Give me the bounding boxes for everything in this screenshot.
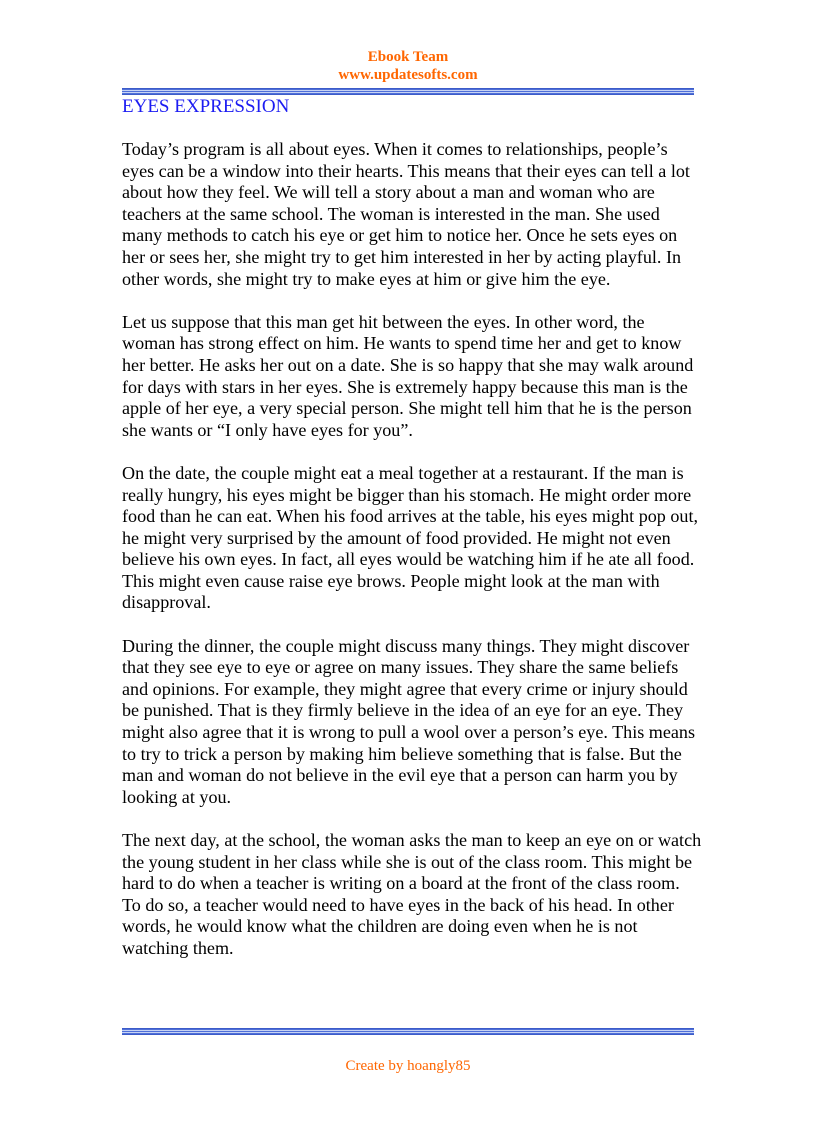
paragraph: On the date, the couple might eat a meal together at a restaurant. If the man is really hungry, his eyes might be bigger than his stomach. He might order more food than he can eat. When his food arrives at the table, his eyes might pop out, he might very surprised by the amount of food provided. He might not even believe his own eyes. In fact, all eyes would be watching him if he ate all food. This might even cause raise eye brows. People might look at the man with disapproval. <box>122 462 698 613</box>
document-title: EYES EXPRESSION <box>122 96 290 117</box>
page-footer: Create by hoangly85 <box>345 1058 471 1074</box>
paragraph: Today’s program is all about eyes. When it comes to relationships, people’s eyes can be a window into their hearts. This means that their eyes can tell a lot about how they feel. We will tell a story about a man and woman who are teachers at the same school. The woman is interested in the man. She used many methods to catch his eye or get him to notice her. Once he sets eyes on her or sees her, she might try to get him interested in her by acting playful. In other words, she might try to make eyes at him or give him the eye. <box>122 139 690 289</box>
paragraph: The next day, at the school, the woman asks the man to keep an eye on or watch the young student in her class while she is out of the class room. This might be hard to do when a teacher is writing on a board at the front of the class room. To do so, a teacher would need to have eyes in the back of his head. In other words, he would know what the children are doing even when he is not watching them. <box>122 830 702 958</box>
header-website: www.updatesofts.com <box>338 67 478 83</box>
footer-divider <box>122 1028 694 1035</box>
header-divider <box>122 88 694 95</box>
paragraph: Let us suppose that this man get hit between the eyes. In other word, the woman has strong effect on him. He wants to spend time her and get to know her better. He asks her out on a date. She is so happy that she may walk around for days with stars in her eyes. She is extremely happy because this man is the apple of her eye, a very special person. She might tell him that he is the person she wants or “I only have eyes for you”. <box>122 311 694 440</box>
paragraph: During the dinner, the couple might discuss many things. They might discover that they see eye to eye or agree on many issues. They share the same beliefs and opinions. For example, they might agree that every crime or injury should be punished. That is they firmly believe in the idea of an eye for an eye. They might also agree that it is wrong to pull a wool over a person’s eye. This means to try to trick a person by making him believe something that is false. But the man and woman do not believe in the evil eye that a person can harm you by looking at you. <box>122 635 696 807</box>
header-team-name: Ebook Team <box>367 49 449 65</box>
page-header <box>0 48 816 84</box>
document-body <box>122 139 702 981</box>
